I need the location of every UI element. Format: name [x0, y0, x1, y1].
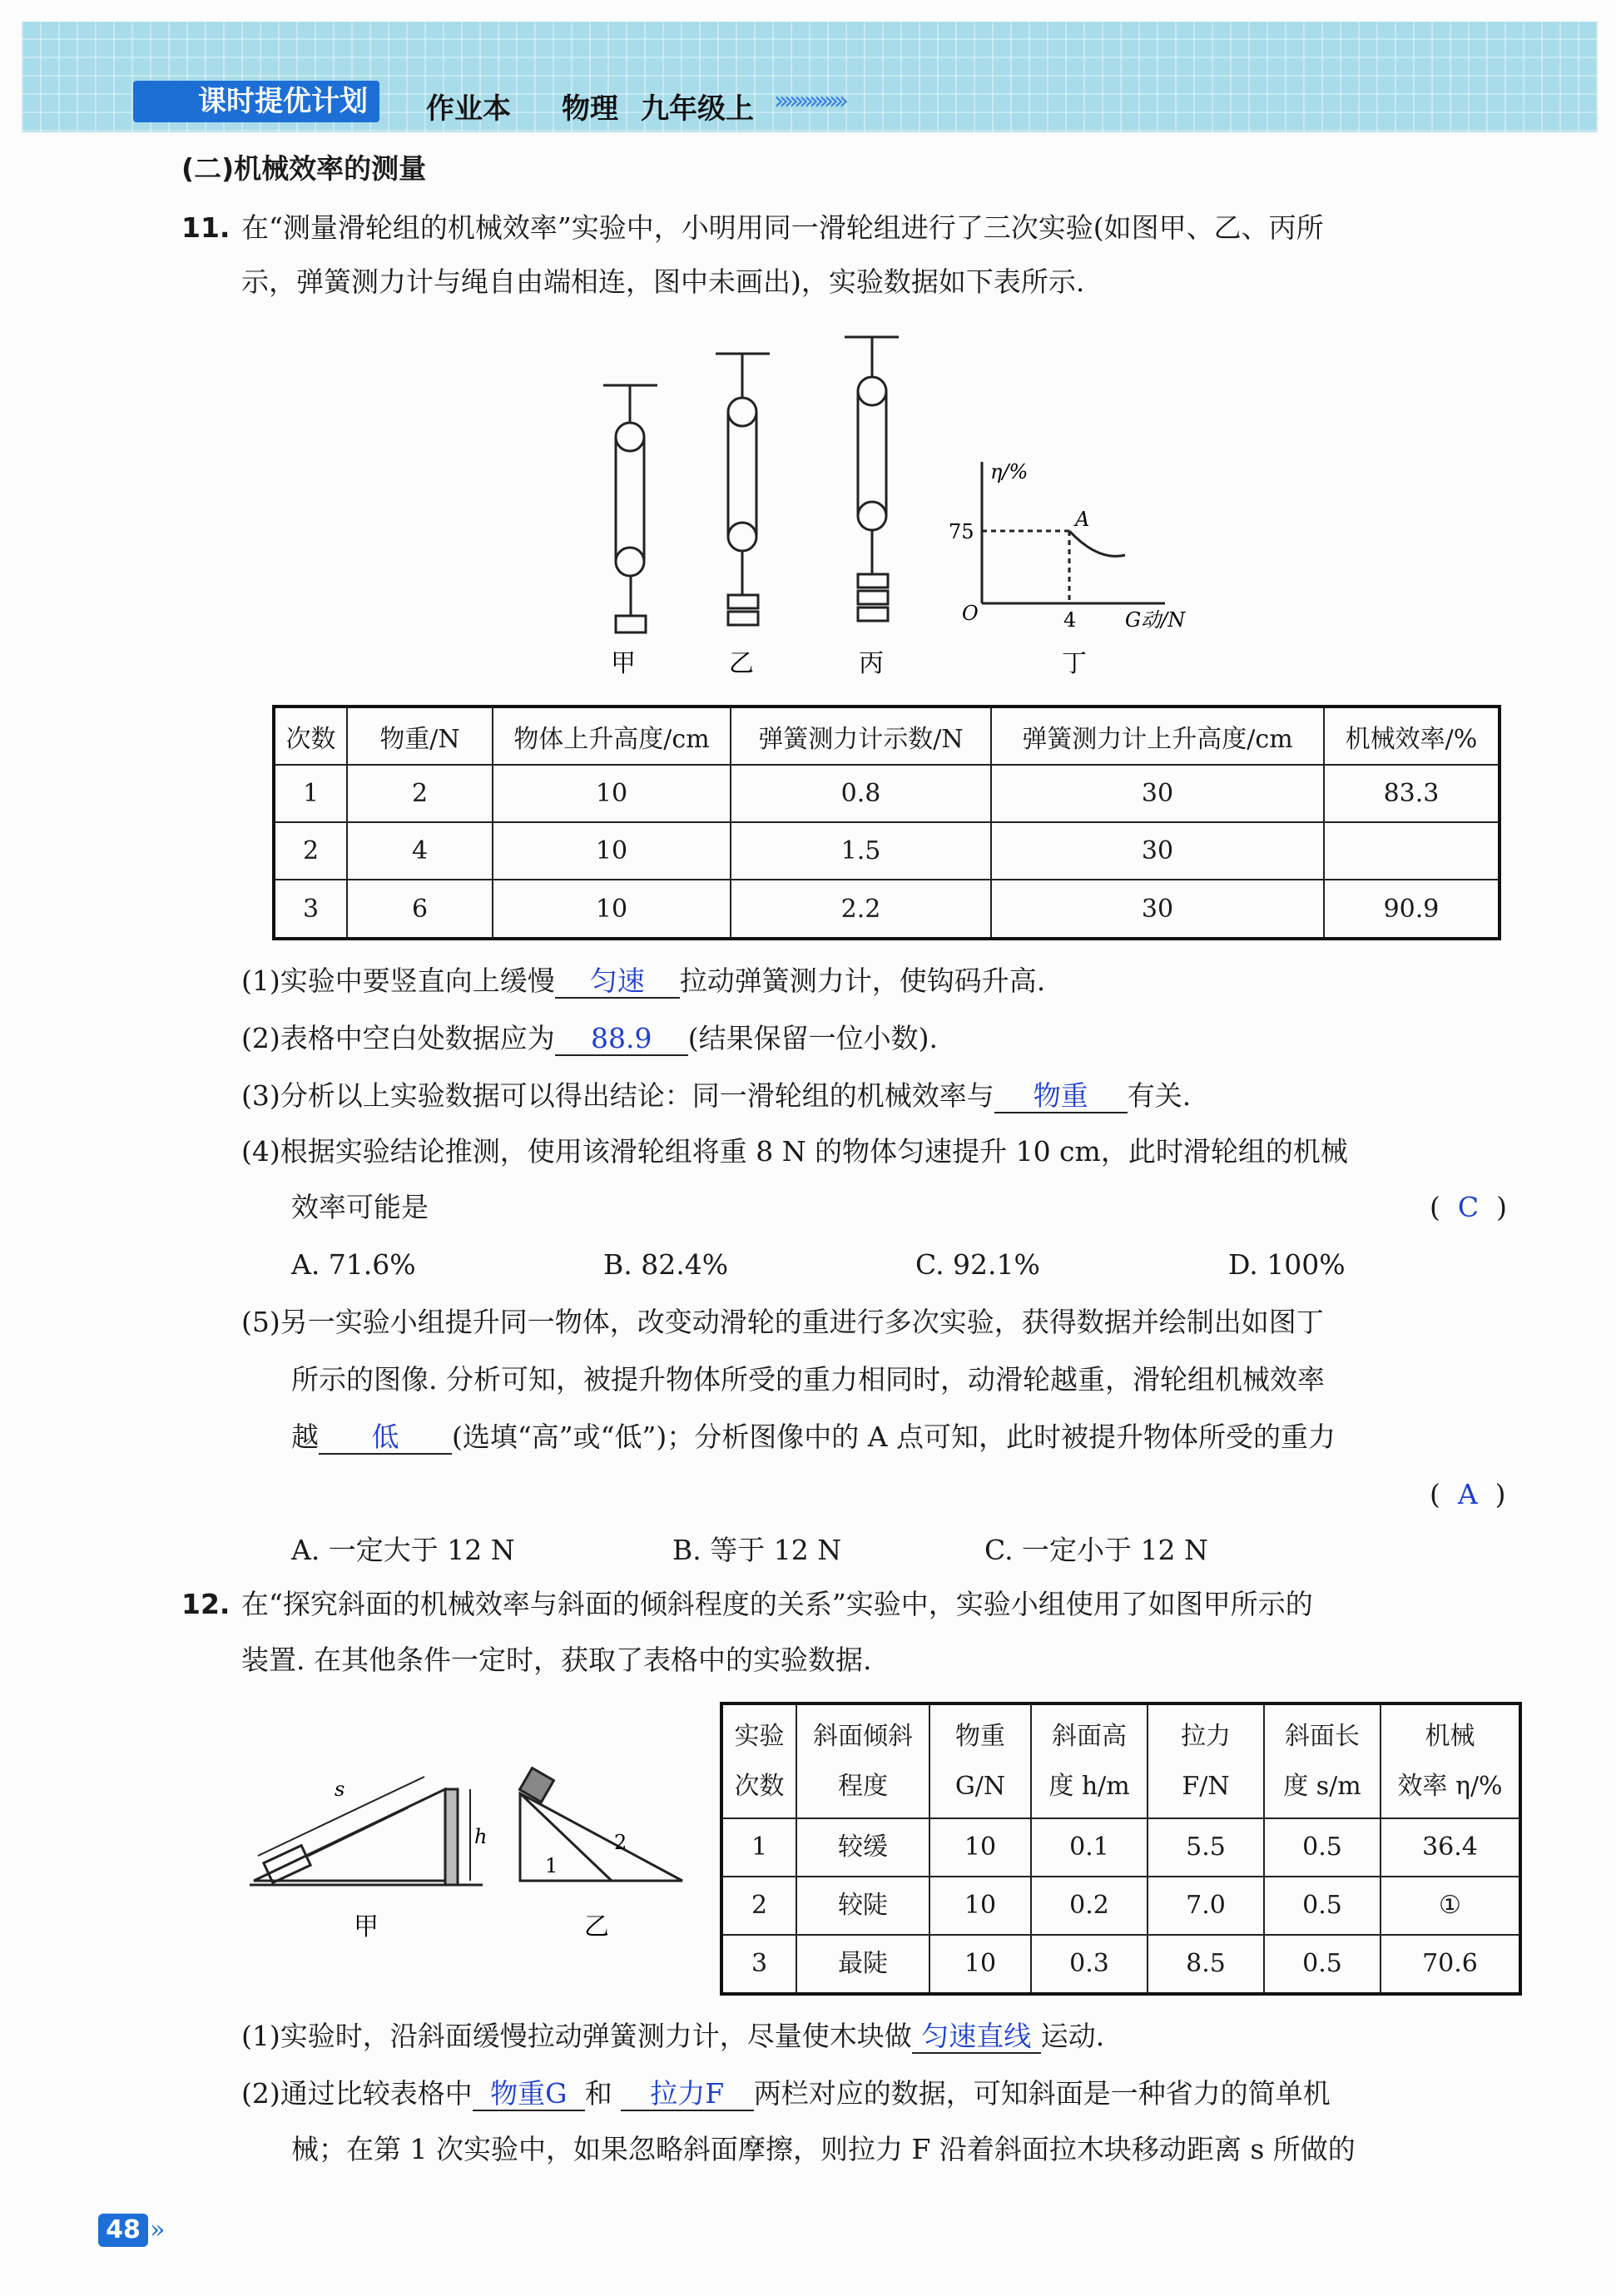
grade: 九年级上 [641, 92, 754, 126]
q11-part4-line1: (4)根据实验结论推测，使用该滑轮组将重 8 N 的物体匀速提升 10 cm，此时滑轮组的机械 [241, 1135, 1348, 1168]
option-b: B. 等于 12 N [672, 1534, 842, 1566]
fig-label-ding: 丁 [1062, 649, 1087, 678]
answer-choice: C [1457, 1191, 1480, 1223]
cell: 30 [991, 822, 1324, 880]
table-header-row [721, 1703, 1520, 1818]
cell-blank [1324, 822, 1500, 880]
q11-part4-answer: ( C ) [1430, 1191, 1507, 1223]
answer-blank: 低 [319, 1421, 452, 1455]
pulley-data-table [272, 705, 1501, 940]
col-header: 物重/N [347, 707, 493, 765]
cell: 6 [347, 880, 493, 939]
graph-origin: O [962, 602, 979, 625]
q11-part3 [241, 1079, 1191, 1113]
table-row [274, 822, 1500, 880]
col-header: 斜面长 度 s/m [1264, 1703, 1381, 1818]
table-row: 3 最陡 10 0.3 8.5 0.5 70.6 [721, 1935, 1520, 1994]
cell: 10 [493, 880, 731, 939]
q11-part2 [241, 1022, 938, 1056]
q12-stem-line2: 装置. 在其他条件一定时，获取了表格中的实验数据. [241, 1644, 872, 1676]
cell: 1.5 [731, 822, 991, 880]
fig-label-jia: 甲 [354, 1912, 379, 1941]
text: 越 [291, 1421, 319, 1453]
q11-part5-line1: (5)另一实验小组提升同一物体，改变动滑轮的重进行多次实验，获得数据并绘制出如图丁 [241, 1306, 1324, 1338]
table-row: 1 较缓 10 0.1 5.5 0.5 36.4 [721, 1818, 1520, 1877]
graph-y-label: η/% [990, 460, 1029, 483]
option-c: C. 92.1% [915, 1248, 1040, 1281]
q11-stem-line1: 在“测量滑轮组的机械效率”实验中，小明用同一滑轮组进行了三次实验(如图甲、乙、丙所 [241, 211, 1324, 244]
text: (3)分析以上实验数据可以得出结论：同一滑轮组的机械效率与 [241, 1079, 994, 1112]
q11-part1 [241, 965, 1045, 999]
pulley-figures [566, 329, 1232, 687]
cell: 10 [493, 765, 731, 822]
q11-part5-line2: 所示的图像. 分析可知，被提升物体所受的重力相同时，动滑轮越重，滑轮组机械效率 [291, 1363, 1325, 1396]
text: (1)实验时，沿斜面缓慢拉动弹簧测力计，尽量使木块做 [241, 2020, 912, 2052]
text: 两栏对应的数据，可知斜面是一种省力的简单机 [753, 2077, 1331, 2110]
text: (结果保留一位小数). [687, 1022, 938, 1054]
q11-part5-line3 [291, 1421, 1336, 1455]
cell: 1 [274, 765, 347, 822]
text: 运动. [1040, 2020, 1105, 2052]
answer-blank: 88.9 [555, 1023, 688, 1056]
fig-label-bing: 丙 [859, 649, 884, 678]
option-d: D. 100% [1228, 1248, 1346, 1281]
cell: 2.2 [731, 880, 991, 939]
text: (1)实验中要竖直向上缓慢 [241, 965, 555, 997]
option-a: A. 一定大于 12 N [291, 1534, 515, 1566]
col-header: 物体上升高度/cm [493, 707, 731, 765]
incline-data-table [720, 1702, 1522, 1996]
q12-part2-line2: 械；在第 1 次实验中，如果忽略斜面摩擦，则拉力 F 沿着斜面拉木块移动距离 s 所做的 [291, 2133, 1356, 2165]
cell: 0.8 [731, 765, 991, 822]
q11-part4-line2: 效率可能是 [291, 1191, 429, 1223]
option-b: B. 82.4% [603, 1248, 729, 1281]
cell: 83.3 [1324, 765, 1500, 822]
text: 拉动弹簧测力计，使钩码升高. [679, 965, 1046, 997]
chevrons-decoration-icon: ›››››››››››››› [774, 87, 844, 116]
subject: 物理 [562, 92, 618, 126]
col-header: 斜面高 度 h/m [1031, 1703, 1148, 1818]
section-title: (二)机械效率的测量 [181, 152, 427, 185]
cell: 30 [991, 880, 1324, 939]
text: 和 [584, 2077, 612, 2110]
graph-y-tick: 75 [949, 520, 974, 543]
col-header: 次数 [274, 707, 347, 765]
brand-label: 课时提优计划 [133, 81, 379, 122]
col-header: 弹簧测力计示数/N [731, 707, 991, 765]
answer-blank: 匀速直线 [912, 2021, 1041, 2054]
text: (选填“高”或“低”)；分析图像中的 A 点可知，此时被提升物体所受的重力 [452, 1421, 1336, 1453]
graph-x-label: G动/N [1125, 608, 1186, 632]
label-h: h [474, 1825, 488, 1848]
col-header: 拉力 F/N [1148, 1703, 1264, 1818]
col-header: 实验 次数 [721, 1703, 796, 1818]
option-c: C. 一定小于 12 N [984, 1534, 1208, 1566]
fig-label-yi: 乙 [729, 649, 754, 678]
answer-blank: 拉力F [621, 2078, 754, 2111]
col-header: 机械效率/% [1324, 707, 1500, 765]
col-header: 机械 效率 η/% [1381, 1703, 1520, 1818]
fig-label-jia: 甲 [611, 649, 636, 678]
incline-figures [241, 1756, 707, 1947]
table-row [274, 765, 1500, 822]
col-header: 物重 G/N [929, 1703, 1031, 1818]
col-header: 弹簧测力计上升高度/cm [991, 707, 1324, 765]
fig-label-yi: 乙 [584, 1912, 609, 1941]
cell: 4 [347, 822, 493, 880]
book-type: 作业本 [426, 92, 511, 126]
cell: 2 [274, 822, 347, 880]
cell: 3 [274, 880, 347, 939]
q12-part2-line1 [241, 2077, 1331, 2111]
answer-choice: A [1457, 1478, 1478, 1510]
label-1: 1 [545, 1854, 558, 1877]
q12-part1 [241, 2020, 1104, 2054]
q11-stem-line2: 示，弹簧测力计与绳自由端相连，图中未画出)，实验数据如下表所示. [241, 265, 1085, 298]
page-number: 48 [98, 2214, 148, 2247]
page-chevron-icon: » [150, 2215, 166, 2244]
text: (2)表格中空白处数据应为 [241, 1022, 555, 1054]
q11-number: 11. [181, 211, 231, 244]
answer-blank: 匀速 [555, 965, 680, 999]
answer-blank: 物重 [994, 1080, 1128, 1113]
cell: 30 [991, 765, 1324, 822]
label-s: s [335, 1778, 345, 1801]
table-row [274, 880, 1500, 939]
cell: 10 [493, 822, 731, 880]
table-header-row [274, 707, 1500, 765]
label-2: 2 [614, 1831, 627, 1854]
q11-part5-answer: ( A ) [1430, 1478, 1506, 1510]
table-row: 2 较陡 10 0.2 7.0 0.5 ① [721, 1877, 1520, 1935]
q12-number: 12. [181, 1588, 231, 1620]
answer-blank: 物重G [473, 2078, 585, 2111]
cell: 2 [347, 765, 493, 822]
col-header: 斜面倾斜 程度 [796, 1703, 929, 1818]
text: (2)通过比较表格中 [241, 2077, 473, 2110]
graph-x-tick: 4 [1063, 608, 1077, 632]
graph-point-a: A [1075, 508, 1090, 531]
option-a: A. 71.6% [291, 1248, 416, 1281]
q12-stem-line1: 在“探究斜面的机械效率与斜面的倾斜程度的关系”实验中，实验小组使用了如图甲所示的 [241, 1588, 1313, 1620]
text: 有关. [1127, 1079, 1192, 1112]
cell: 90.9 [1324, 880, 1500, 939]
